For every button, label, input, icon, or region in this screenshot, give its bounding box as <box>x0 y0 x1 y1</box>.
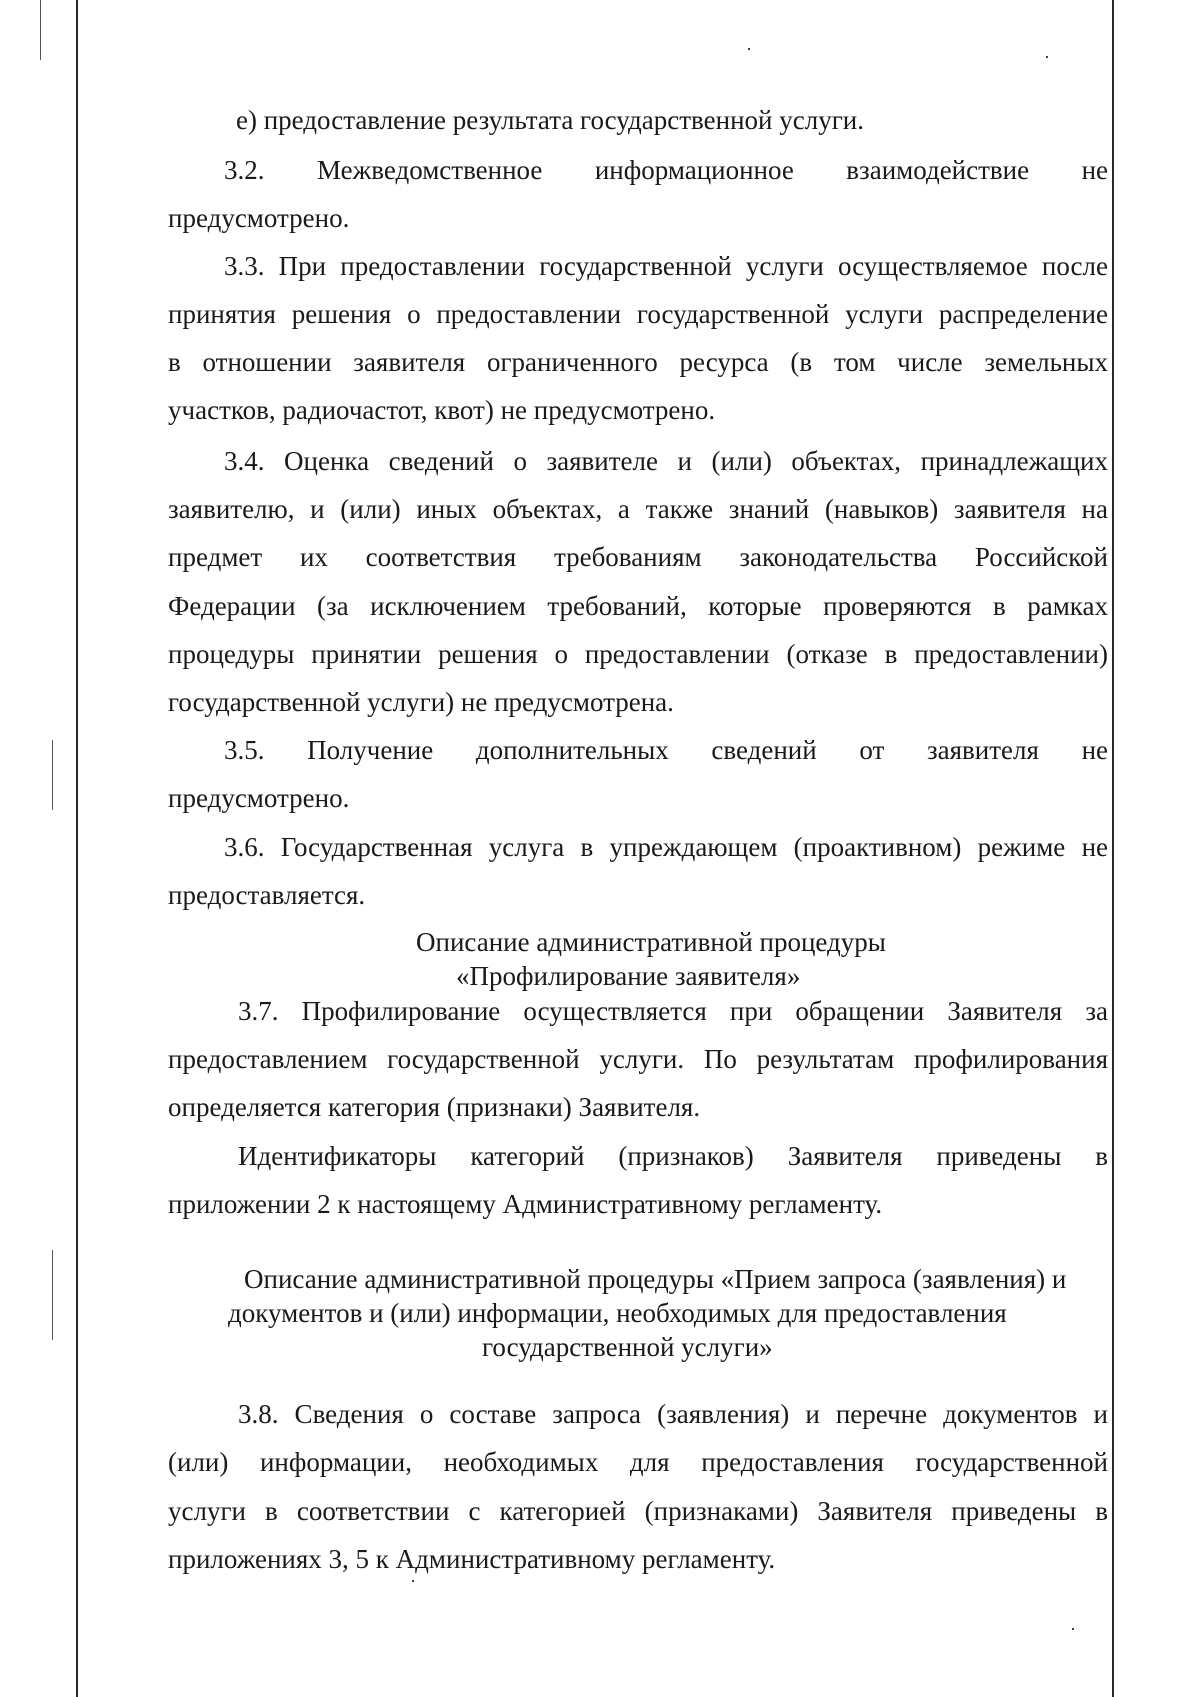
text-line: предоставляется. <box>168 880 366 910</box>
scan-speck <box>412 1580 414 1582</box>
scan-binding-right-edge <box>1112 0 1114 1697</box>
text-line: приложении 2 к настоящему Административному регламенту. <box>168 1189 883 1219</box>
scan-edge-mark <box>40 0 41 60</box>
text-line: е) предоставление результата государственной услуги. <box>236 105 864 135</box>
text-line: приложениях 3, 5 к Административному регламенту. <box>168 1544 776 1574</box>
text-line: участков, радиочастот, квот) не предусмотрено. <box>168 395 716 425</box>
section-heading-line: государственной услуги» <box>482 1332 773 1362</box>
text-line: 3.7. Профилирование осуществляется при обращении Заявителя за <box>238 996 1108 1026</box>
text-line: в отношении заявителя ограниченного ресурса (в том числе земельных <box>168 347 1108 377</box>
scan-speck <box>1046 56 1048 58</box>
section-heading-line: документов и (или) информации, необходимых для предоставления <box>228 1298 1007 1328</box>
text-line: Идентификаторы категорий (признаков) Заявителя приведены в <box>238 1141 1108 1171</box>
text-line: услуги в соответствии с категорией (признаками) Заявителя приведены в <box>168 1496 1108 1526</box>
text-line: 3.6. Государственная услуга в упреждающем (проактивном) режиме не <box>224 832 1108 862</box>
section-heading-line: Описание административной процедуры <box>416 927 886 957</box>
text-line: (или) информации, необходимых для предоставления государственной <box>168 1447 1108 1477</box>
text-line: предоставлением государственной услуги. По результатам профилирования <box>168 1044 1108 1074</box>
text-line: предмет их соответствия требованиям законодательства Российской <box>168 542 1108 572</box>
text-line: определяется категория (признаки) Заявителя. <box>168 1092 701 1122</box>
text-line: государственной услуги) не предусмотрена. <box>168 687 674 717</box>
text-line: принятия решения о предоставлении государственной услуги распределение <box>168 299 1108 329</box>
text-line: 3.4. Оценка сведений о заявителе и (или) объектах, принадлежащих <box>224 446 1108 476</box>
text-line: заявителю, и (или) иных объектах, а также знаний (навыков) заявителя на <box>168 494 1108 524</box>
scan-speck <box>1072 1628 1074 1630</box>
section-heading-line: Описание административной процедуры «Прием запроса (заявления) и <box>244 1264 1067 1294</box>
text-line: процедуры принятии решения о предоставлении (отказе в предоставлении) <box>168 639 1108 669</box>
text-line: 3.3. При предоставлении государственной услуги осуществляемое после <box>224 251 1108 281</box>
text-line: предусмотрено. <box>168 203 350 233</box>
text-line: предусмотрено. <box>168 783 350 813</box>
scan-speck <box>748 48 750 50</box>
section-heading-line: «Профилирование заявителя» <box>456 961 801 991</box>
scan-edge-mark <box>52 740 53 810</box>
text-line: 3.2. Межведомственное информационное взаимодействие не <box>224 155 1108 185</box>
text-line: 3.8. Сведения о составе запроса (заявления) и перечне документов и <box>238 1399 1108 1429</box>
text-line: Федерации (за исключением требований, которые проверяются в рамках <box>168 591 1108 621</box>
text-line: 3.5. Получение дополнительных сведений от заявителя не <box>224 735 1108 765</box>
scan-binding-left-edge <box>76 0 78 1697</box>
scan-edge-mark <box>52 1250 53 1340</box>
